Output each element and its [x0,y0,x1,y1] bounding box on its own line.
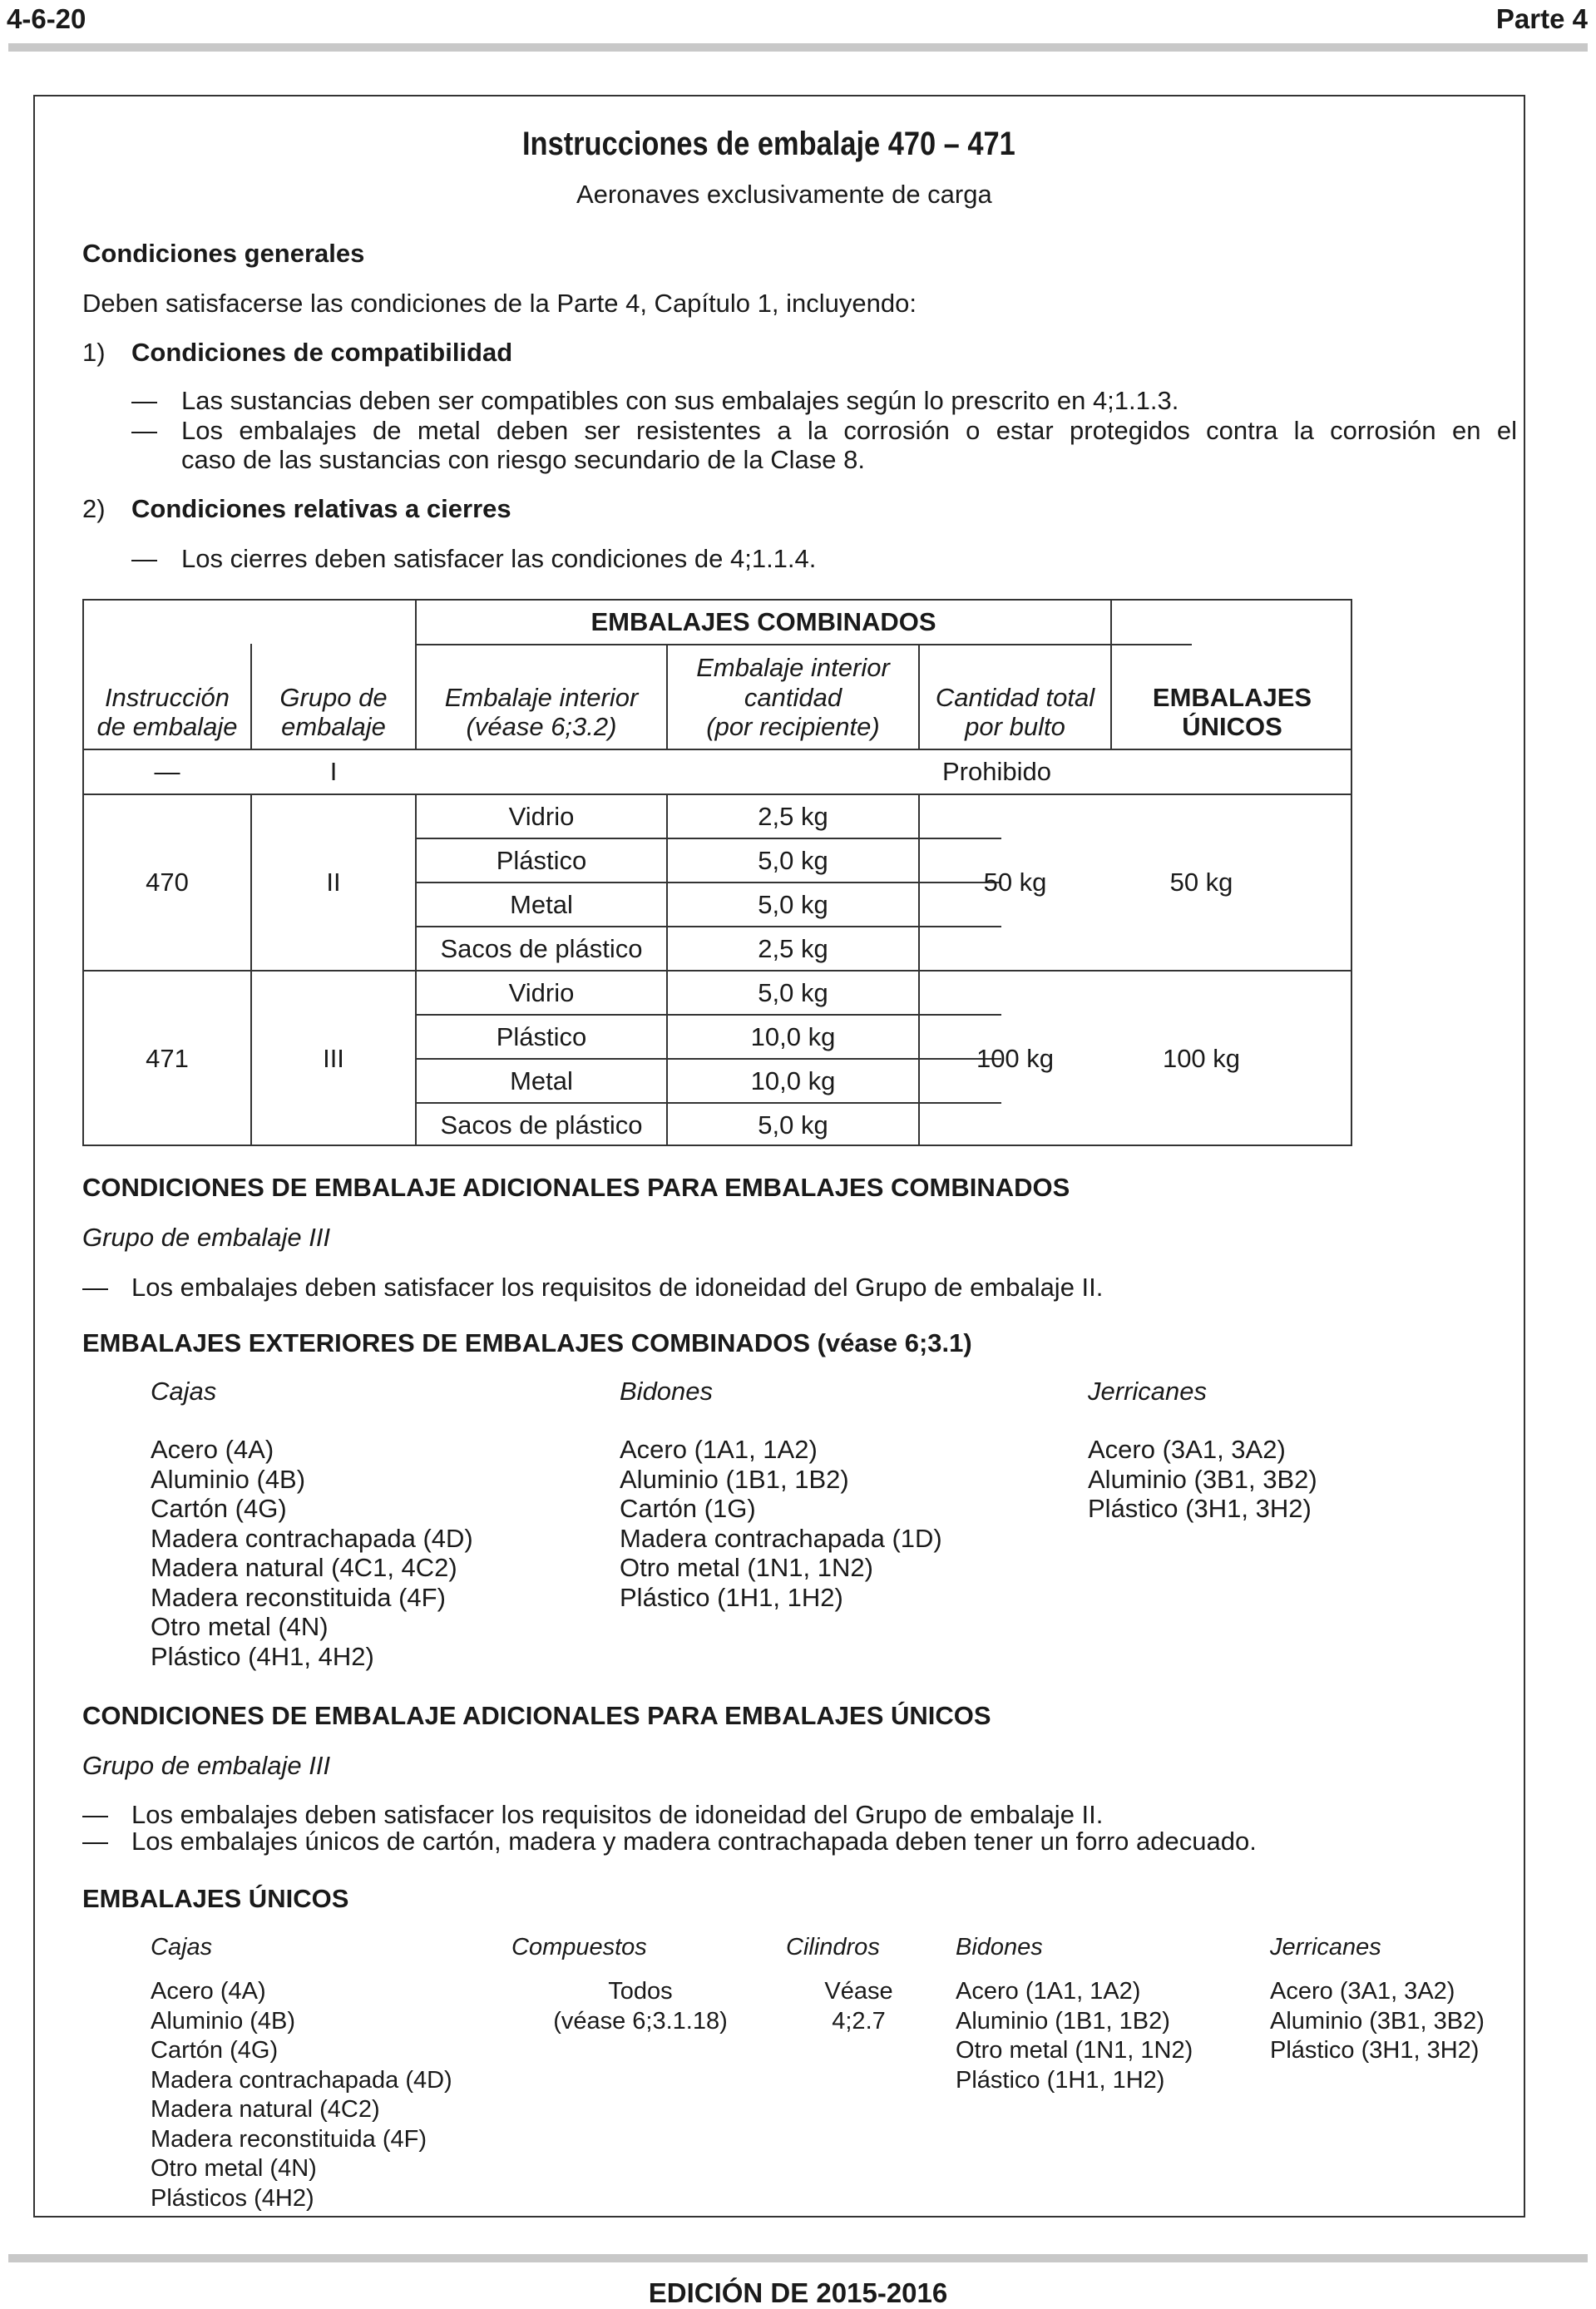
edition-label: EDICIÓN DE 2015-2016 [648,2277,948,2308]
list-item: Acero (1A1, 1A2) [956,1978,1141,2005]
list-item: Madera contrachapada (4D) [151,2066,452,2094]
header-instruction-l2: de embalaje [96,712,238,742]
dash: — [82,1273,108,1302]
qty-cell: 2,5 kg [758,801,828,831]
list-item: Madera reconstituida (4F) [151,1582,446,1612]
single-bidones-title: Bidones [956,1934,1043,1960]
outer-cajas-list [151,1435,473,1671]
add-combined-group: Grupo de embalaje III [82,1223,331,1252]
list-item: Todos [608,1978,673,2005]
group-471: III [323,1044,344,1074]
general-intro: Deben satisfacerse las condiciones de la Parte 4, Capítulo 1, incluyendo: [82,289,917,318]
add-combined-heading: CONDICIONES DE EMBALAJE ADICIONALES PARA EMBALAJES COMBINADOS [82,1173,1070,1202]
single-cajas-list [151,1978,452,2214]
part-label: Parte 4 [1495,3,1588,34]
cond2-title: Condiciones relativas a cierres [131,494,511,523]
list-item: Acero (3A1, 3A2) [1088,1435,1286,1464]
inner-cell: Metal [510,889,573,919]
list-item: Plástico (3H1, 3H2) [1088,1494,1312,1523]
header-quantity-l1: Embalaje interior [696,653,890,683]
header-group-l1: Grupo de [279,682,388,712]
header-combined: EMBALAJES COMBINADOS [590,607,936,637]
header-rule [8,43,1588,52]
list-item: Aluminio (4B) [151,2007,296,2035]
cond1-bullet2-line2: caso de las sustancias con riesgo secundario de la Clase 8. [181,445,865,474]
list-item: Acero (1A1, 1A2) [620,1435,818,1464]
list-item: Otro metal (1N1, 1N2) [620,1553,873,1582]
inner-cell: Metal [510,1066,573,1095]
single-cajas-title: Cajas [151,1934,213,1960]
list-item: Plástico (4H1, 4H2) [151,1641,374,1671]
add-single-bullet1: Los embalajes deben satisfacer los requisitos de idoneidad del Grupo de embalaje II. [131,1800,1104,1829]
page-title: Instrucciones de embalaje 470 – 471 [522,126,1015,162]
list-item: Aluminio (1B1, 1B2) [620,1464,849,1494]
list-item: Madera natural (4C2) [151,2096,380,2123]
cond2-number: 2) [82,494,106,523]
list-item: Aluminio (3B1, 3B2) [1270,2007,1485,2035]
header-single-l1: EMBALAJES [1152,682,1312,712]
qty-cell: 5,0 kg [758,977,828,1007]
header-single-l2: ÚNICOS [1182,712,1282,742]
header-group-l2: embalaje [281,712,386,742]
dash: — [82,1827,108,1856]
list-item: Plástico (1H1, 1H2) [620,1582,843,1612]
header-group [252,645,415,749]
inner-cell: Sacos de plástico [440,933,643,963]
cond1-title: Condiciones de compatibilidad [131,338,513,367]
header-total-l1: Cantidad total [935,682,1095,712]
row0-group: I [329,757,338,787]
single-cilindros-list [807,1978,911,2037]
header-inner-l1: Embalaje interior [444,682,639,712]
add-single-bullet2: Los embalajes únicos de cartón, madera y madera contrachapada deben tener un forro adecuado. [131,1827,1257,1856]
outer-cajas-title: Cajas [151,1377,217,1406]
list-item: Otro metal (4N) [151,1612,329,1641]
list-item: Cartón (4G) [151,2037,279,2064]
header-single [1112,645,1352,749]
header-quantity-l2: cantidad [744,682,842,712]
row0-instruction: — [154,757,180,787]
qty-cell: 2,5 kg [758,933,828,963]
header-total-l2: por bulto [965,712,1065,742]
general-heading: Condiciones generales [82,239,365,268]
dash: — [82,1800,108,1829]
single-471: 100 kg [1162,1044,1241,1074]
list-item: Madera reconstituida (4F) [151,2125,427,2153]
single-jerricanes-list [1270,1978,1485,2067]
list-item: Madera contrachapada (1D) [620,1523,942,1553]
cond2-bullet1: Los cierres deben satisfacer las condiciones de 4;1.1.4. [181,544,817,573]
single-compuestos-list [541,1978,740,2037]
header-total [920,645,1110,749]
list-item: Cartón (4G) [151,1494,287,1523]
packing-table [82,599,1352,1146]
list-item: Plástico (1H1, 1H2) [956,2066,1165,2094]
outer-jerricanes-title: Jerricanes [1088,1377,1207,1406]
list-item: Acero (4A) [151,1435,274,1464]
list-item: 4;2.7 [832,2007,886,2035]
header-instruction [84,645,250,749]
list-item: Cartón (1G) [620,1494,756,1523]
total-471: 100 kg [976,1044,1055,1074]
inner-cell: Vidrio [508,977,575,1007]
list-item: Aluminio (3B1, 3B2) [1088,1464,1317,1494]
instruction-471: 471 [146,1044,189,1074]
single-heading: EMBALAJES ÚNICOS [82,1884,349,1913]
list-item: Otro metal (1N1, 1N2) [956,2037,1193,2064]
add-combined-bullet1: Los embalajes deben satisfacer los requisitos de idoneidad del Grupo de embalaje II. [131,1273,1104,1302]
group-470: II [326,868,341,897]
list-item: Véase [824,1978,893,2005]
inner-cell: Plástico [496,1021,587,1051]
cond1-bullet2-line1: Los embalajes de metal deben ser resistentes a la corrosión o estar protegidos contra la corrosión en el [181,416,1517,445]
dash: — [131,386,157,415]
outer-bidones-list [620,1435,942,1612]
list-item: Aluminio (1B1, 1B2) [956,2007,1170,2035]
header-instruction-l1: Instrucción [105,682,230,712]
footer-rule [8,2254,1588,2262]
list-item: Plástico (3H1, 3H2) [1270,2037,1480,2064]
page-subtitle: Aeronaves exclusivamente de carga [576,180,992,209]
list-item: Madera natural (4C1, 4C2) [151,1553,457,1582]
dash: — [131,416,157,445]
single-jerricanes-title: Jerricanes [1270,1934,1381,1960]
cond1-number: 1) [82,338,106,367]
outer-jerricanes-list [1088,1435,1317,1524]
page-number: 4-6-20 [7,3,86,34]
add-single-group: Grupo de embalaje III [82,1751,331,1780]
cond1-bullet1: Las sustancias deben ser compatibles con sus embalajes según lo prescrito en 4;1.1.3. [181,386,1179,415]
list-item: Acero (4A) [151,1978,266,2005]
row0-prohibited: Prohibido [942,757,1051,787]
inner-cell: Vidrio [508,801,575,831]
header-quantity-l3: (por recipiente) [706,712,880,742]
total-470: 50 kg [983,868,1047,897]
single-compuestos-title: Compuestos [511,1934,647,1960]
outer-bidones-title: Bidones [620,1377,714,1406]
outer-heading: EMBALAJES EXTERIORES DE EMBALAJES COMBINADOS (véase 6;3.1) [82,1328,972,1357]
header-quantity [668,645,918,749]
instruction-470: 470 [146,868,189,897]
list-item: Madera contrachapada (4D) [151,1523,473,1553]
dash: — [131,544,157,573]
header-inner [417,645,666,749]
header-inner-l2: (véase 6;3.2) [466,712,617,742]
qty-cell: 10,0 kg [750,1021,836,1051]
single-bidones-list [956,1978,1193,2096]
add-single-heading: CONDICIONES DE EMBALAJE ADICIONALES PARA EMBALAJES ÚNICOS [82,1701,991,1730]
inner-cell: Plástico [496,845,587,875]
list-item: Aluminio (4B) [151,1464,306,1494]
qty-cell: 5,0 kg [758,889,828,919]
list-item: (véase 6;3.1.18) [553,2007,728,2035]
inner-cell: Sacos de plástico [440,1110,643,1140]
list-item: Acero (3A1, 3A2) [1270,1978,1455,2005]
qty-cell: 10,0 kg [750,1066,836,1095]
qty-cell: 5,0 kg [758,845,828,875]
list-item: Otro metal (4N) [151,2155,317,2182]
list-item: Plásticos (4H2) [151,2184,314,2212]
single-cilindros-title: Cilindros [786,1934,880,1960]
qty-cell: 5,0 kg [758,1110,828,1140]
single-470: 50 kg [1169,868,1233,897]
